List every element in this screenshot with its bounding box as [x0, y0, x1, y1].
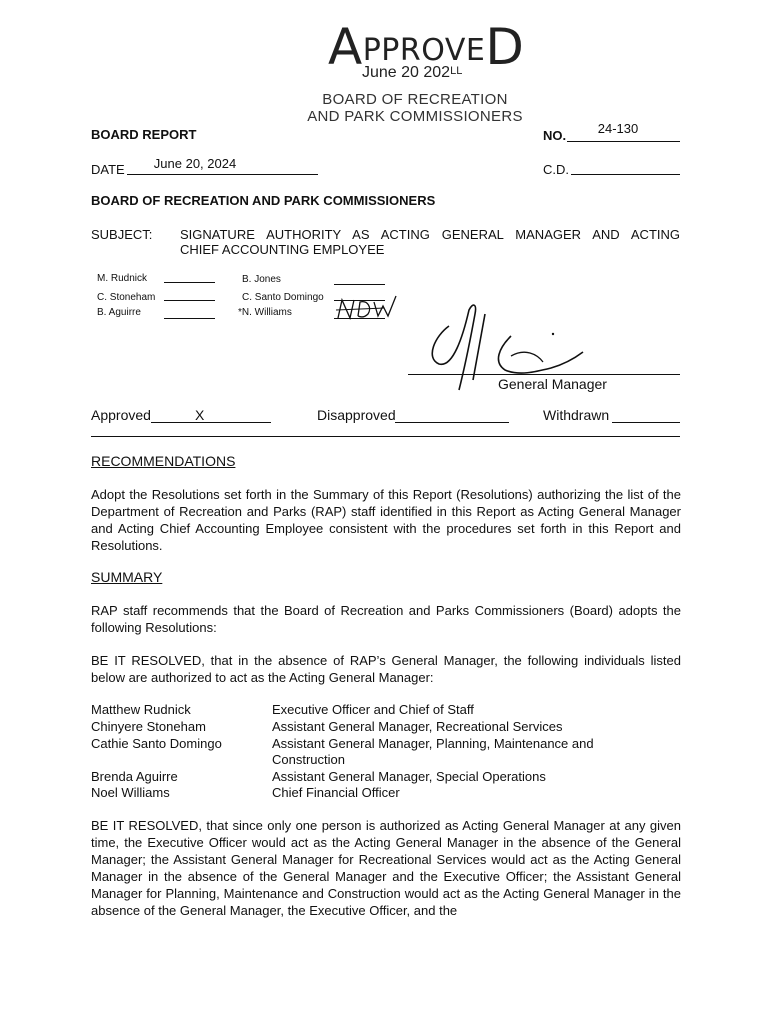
- recommendations-text: Adopt the Resolutions set forth in the Summary of this Report (Resolutions) authorizing the list of the Department of Recreation and Parks (RAP) staff identified in this Report as Acting General Manager and Acting Chief Accounting Employee consistent with the procedures set forth in this Report and Resolutions.: [91, 487, 681, 553]
- commissioner-name: C. Santo Domingo: [242, 292, 324, 303]
- handwritten-initials: [334, 292, 402, 326]
- stamp-date: June 20 202LL: [362, 64, 463, 81]
- approved-line: [151, 406, 271, 423]
- report-number-label: NO.: [543, 128, 567, 143]
- subject-line-2: CHIEF ACCOUNTING EMPLOYEE: [180, 242, 385, 257]
- disapproved-label: Disapproved: [317, 407, 396, 423]
- summary-heading: SUMMARY: [91, 569, 163, 585]
- commissioner-line: [164, 300, 215, 301]
- resolution-2: BE IT RESOLVED, that since only one person is authorized as Acting General Manager at any given time, the Executive Officer would act as the Acting General Manager in the absence of the General Manager; the Assistant General Manager for Recreational Services would act as the Acting General Manager in the absence of the General Manager and the Executive Officer; the Assistant General Manager for Planning, Maintenance and Construction would act as the Acting General Manager in the absence of the General Manager, the Executive Officer, and the: [91, 818, 681, 918]
- person-name: Matthew Rudnick: [91, 702, 191, 717]
- commissioner-line: [164, 318, 215, 319]
- approved-label: Approved: [91, 407, 151, 423]
- person-title: Assistant General Manager, Planning, Maintenance and: [272, 736, 594, 751]
- recommendations-heading: RECOMMENDATIONS: [91, 453, 236, 469]
- cd-line: [571, 159, 680, 175]
- commissioner-line: [334, 284, 385, 285]
- commissioner-name: M. Rudnick: [97, 273, 148, 284]
- commissioner-name: B. Aguirre: [97, 307, 141, 318]
- gm-label: General Manager: [498, 376, 607, 392]
- stamp-approved-text: APPROVED: [328, 18, 525, 76]
- person-name: Brenda Aguirre: [91, 769, 178, 784]
- person-title: Executive Officer and Chief of Staff: [272, 702, 474, 717]
- board-report-label: BOARD REPORT: [91, 127, 197, 142]
- date-label: DATE: [91, 162, 125, 177]
- gm-signature-line: [408, 374, 680, 375]
- person-title: Chief Financial Officer: [272, 785, 400, 800]
- date-value: June 20, 2024: [153, 156, 237, 171]
- commissioner-line: [164, 282, 215, 283]
- stamp-board-name: BOARD OF RECREATION AND PARK COMMISSIONERS: [307, 91, 523, 125]
- person-title: Assistant General Manager, Special Operations: [272, 769, 546, 784]
- summary-intro: RAP staff recommends that the Board of Recreation and Parks Commissioners (Board) adopts the following Resolutions:: [91, 603, 681, 635]
- disapproved-line: [395, 406, 509, 423]
- commissioner-name: C. Stoneham: [97, 292, 156, 303]
- board-title: BOARD OF RECREATION AND PARK COMMISSIONERS: [91, 193, 436, 208]
- approved-mark: X: [195, 407, 205, 423]
- subject-line-1: SIGNATURE AUTHORITY AS ACTING GENERAL MANAGER AND ACTING: [180, 227, 680, 242]
- person-name: Noel Williams: [91, 785, 170, 800]
- report-number-value: 24-130: [597, 121, 639, 136]
- person-name: Chinyere Stoneham: [91, 719, 206, 734]
- commissioner-name: B. Jones: [242, 274, 281, 285]
- withdrawn-line: [612, 406, 680, 423]
- person-title: Assistant General Manager, Recreational Services: [272, 719, 563, 734]
- commissioner-name: *N. Williams: [238, 307, 292, 318]
- person-title: Construction: [272, 752, 345, 767]
- resolution-1: BE IT RESOLVED, that in the absence of RAP’s General Manager, the following individuals listed below are authorized to act as the Acting General Manager:: [91, 653, 681, 685]
- cd-label: C.D.: [543, 162, 569, 177]
- subject-label: SUBJECT:: [91, 227, 153, 242]
- approved-stamp: [300, 18, 530, 132]
- section-divider: [91, 436, 680, 437]
- withdrawn-label: Withdrawn: [543, 407, 610, 423]
- person-name: Cathie Santo Domingo: [91, 736, 222, 751]
